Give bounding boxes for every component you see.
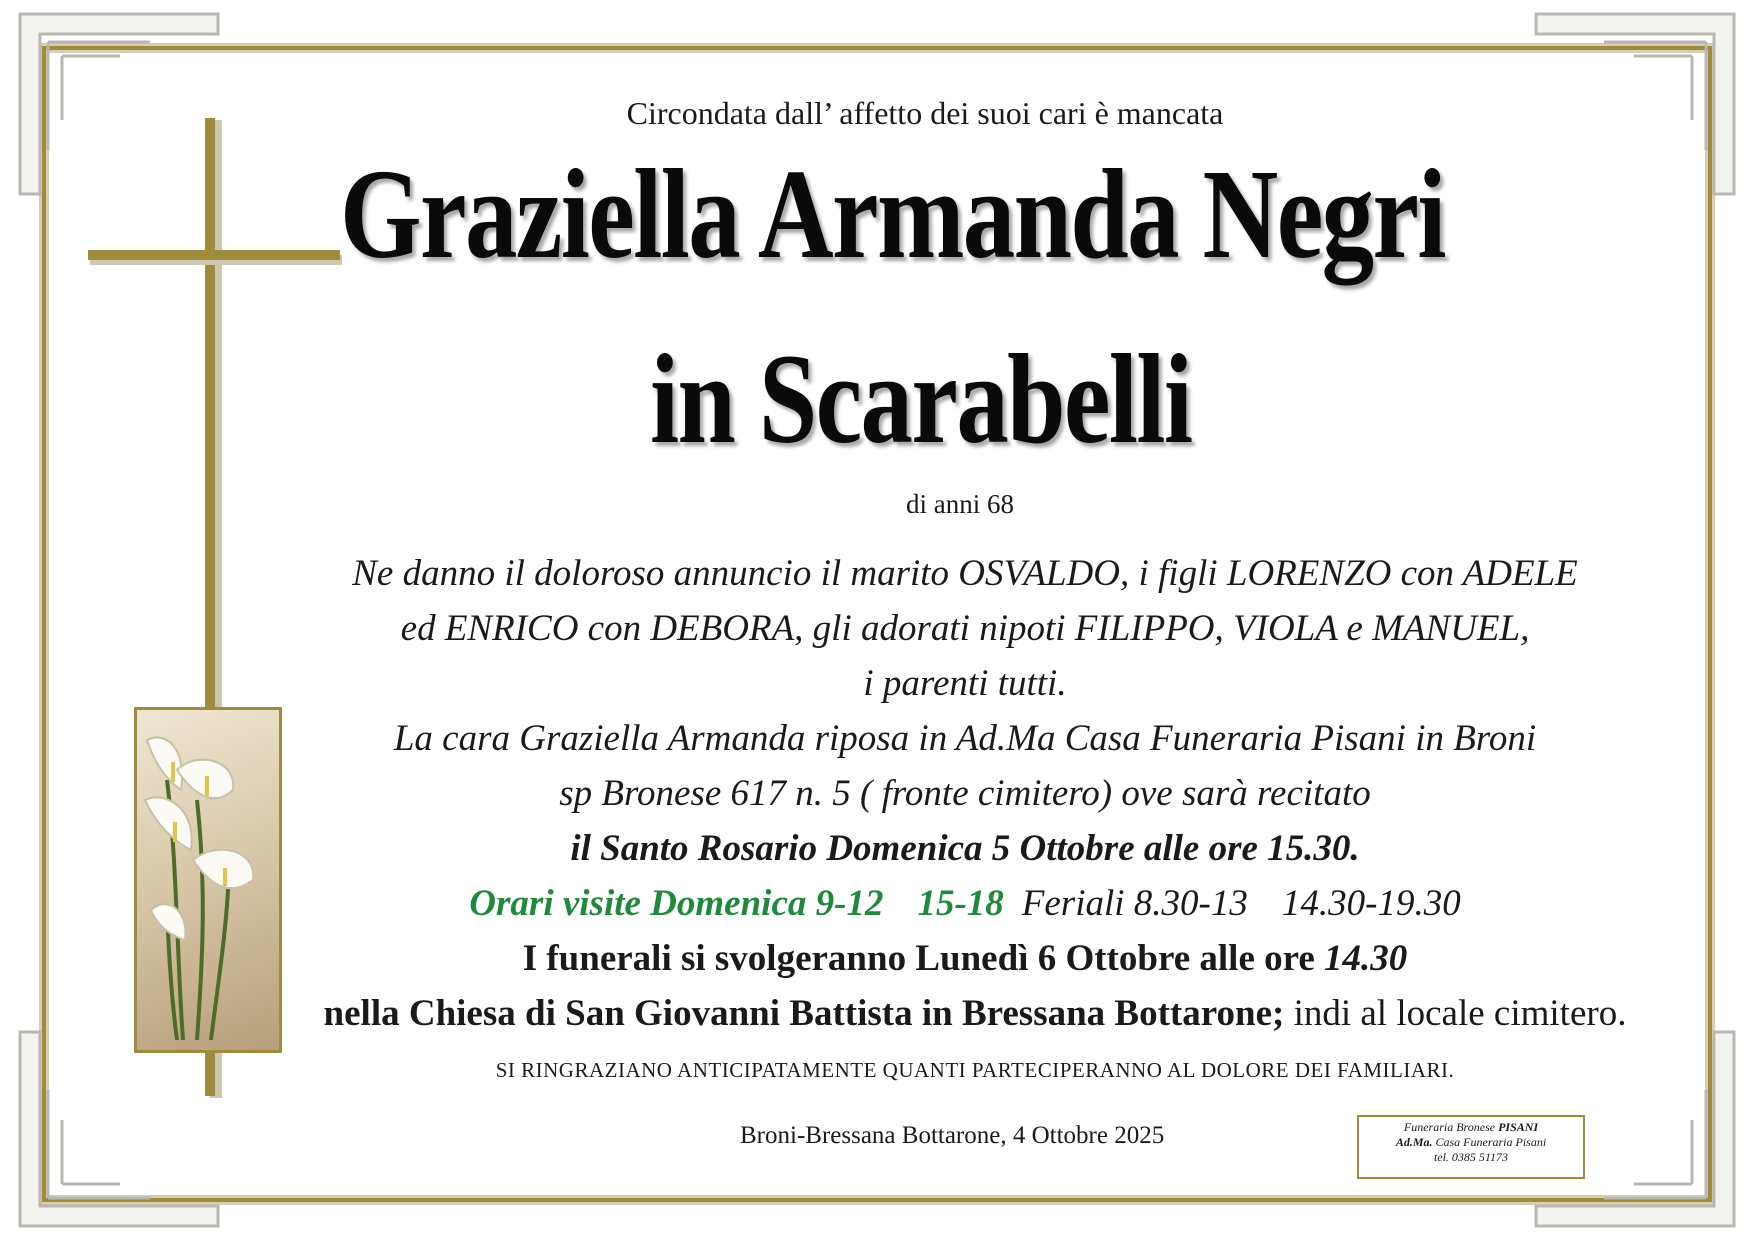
visits-weekday-am: Feriali 8.30-13 — [1021, 883, 1248, 924]
age-text: di anni 68 — [906, 489, 1014, 519]
church-text: nella Chiesa di San Giovanni Battista in Bressana Bottarone; — [323, 993, 1285, 1034]
stamp-phone: tel. 0385 51173 — [1433, 1150, 1509, 1164]
thanks-text: SI RINGRAZIANO ANTICIPATAMENTE QUANTI PARTECIPERANNO AL DOLORE DEI FAMILIARI. — [495, 1058, 1455, 1082]
deceased-name-line2: in Scarabelli — [650, 328, 1192, 470]
place-date: Broni-Bressana Bottarone, 4 Ottobre 2025 — [740, 1122, 1165, 1149]
stamp-adma: Ad.Ma. — [1395, 1135, 1433, 1149]
stamp-house: Casa Funeraria Pisani — [1435, 1135, 1547, 1149]
intro-text: Circondata dall’ affetto dei suoi cari è mancata — [626, 95, 1224, 131]
church-line — [300, 995, 1650, 1032]
visiting-hours-line — [280, 885, 1650, 922]
family-line-2: ed ENRICO con DEBORA, gli adorati nipoti FILIPPO, VIOLA e MANUEL, — [400, 608, 1530, 649]
family-line-1: Ne danno il doloroso annuncio il marito OSVALDO, i figli LORENZO con ADELE — [352, 553, 1578, 594]
visits-weekday-pm: 14.30-19.30 — [1281, 883, 1461, 924]
stamp-name: PISANI — [1498, 1120, 1539, 1134]
corner-ornament-top-left — [20, 14, 218, 194]
funeral-time: 14.30 — [1324, 938, 1408, 979]
corner-ornament-top-right — [1536, 14, 1734, 194]
deceased-name-line1: Graziella Armanda Negri — [340, 143, 1445, 285]
burial-text: indi al locale cimitero. — [1293, 993, 1627, 1034]
address-line: sp Bronese 617 n. 5 ( fronte cimitero) ove sarà recitato — [559, 773, 1371, 814]
family-line-3: i parenti tutti. — [863, 663, 1067, 704]
funeral-home-stamp — [1357, 1115, 1585, 1179]
visits-sunday-pm: 15-18 — [917, 883, 1004, 924]
resting-place-line: La cara Graziella Armanda riposa in Ad.Ma Casa Funeraria Pisani in Broni — [393, 718, 1537, 759]
rosary-line: il Santo Rosario Domenica 5 Ottobre alle ore 15.30. — [570, 828, 1360, 869]
visits-sunday-label: Orari visite Domenica 9-12 — [469, 883, 884, 924]
calla-lily-image — [134, 707, 282, 1053]
stamp-prefix: Funeraria Bronese — [1403, 1120, 1496, 1134]
funeral-line — [280, 940, 1650, 977]
funeral-text: I funerali si svolgeranno Lunedì 6 Ottobre alle ore — [522, 938, 1315, 979]
